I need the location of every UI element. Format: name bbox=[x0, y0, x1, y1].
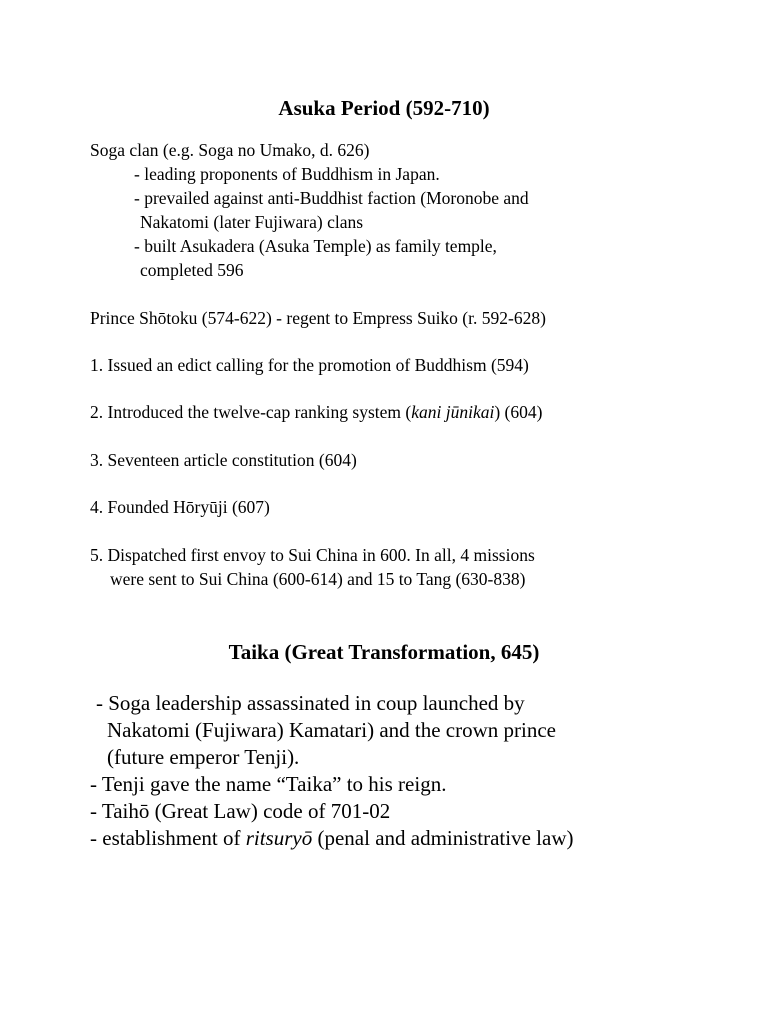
ritsuryo-text: - establishment of bbox=[90, 826, 246, 850]
ritsuryo-desc: (penal and administrative law) bbox=[312, 826, 574, 850]
soga-point-1: - leading proponents of Buddhism in Japan. bbox=[134, 164, 440, 184]
taika-taiho-line: - Taihō (Great Law) code of 701-02 bbox=[90, 799, 391, 823]
achievement-1: 1. Issued an edict calling for the promotion of Buddhism (594) bbox=[90, 355, 529, 375]
soga-point-2: - prevailed against anti-Buddhist faction (Moronobe and bbox=[134, 188, 529, 208]
achievement-2-date: ) (604) bbox=[494, 402, 543, 422]
section-title-asuka: Asuka Period (592-710) bbox=[278, 96, 490, 120]
soga-point-3: - built Asukadera (Asuka Temple) as family temple, bbox=[134, 236, 497, 256]
achievement-5-line-1: 5. Dispatched first envoy to Sui China in 600. In all, 4 missions bbox=[90, 545, 535, 565]
section-title-taika: Taika (Great Transformation, 645) bbox=[228, 640, 540, 664]
taika-tenji-line: - Tenji gave the name “Taika” to his reign. bbox=[90, 772, 447, 796]
soga-point-3-cont: completed 596 bbox=[140, 260, 244, 280]
soga-point-2-cont: Nakatomi (later Fujiwara) clans bbox=[140, 212, 364, 232]
taika-coup-line-3: (future emperor Tenji). bbox=[107, 745, 300, 769]
taika-ritsuryo-line bbox=[90, 825, 573, 852]
achievement-3: 3. Seventeen article constitution (604) bbox=[90, 450, 357, 470]
achievement-5-line-2: were sent to Sui China (600-614) and 15 to Tang (630-838) bbox=[110, 569, 526, 589]
taika-coup-line-2: Nakatomi (Fujiwara) Kamatari) and the crown prince bbox=[107, 718, 556, 742]
achievement-2-text: 2. Introduced the twelve-cap ranking system ( bbox=[90, 402, 412, 422]
achievement-4: 4. Founded Hōryūji (607) bbox=[90, 497, 270, 517]
taika-coup-line-1: - Soga leadership assassinated in coup launched by bbox=[96, 691, 525, 715]
achievement-2 bbox=[90, 400, 542, 424]
shotoku-line: Prince Shōtoku (574-622) - regent to Empress Suiko (r. 592-628) bbox=[90, 308, 546, 328]
soga-intro: Soga clan (e.g. Soga no Umako, d. 626) bbox=[90, 140, 370, 160]
achievement-2-term: kani jūnikai bbox=[411, 402, 495, 422]
ritsuryo-term: ritsuryō bbox=[245, 826, 313, 850]
